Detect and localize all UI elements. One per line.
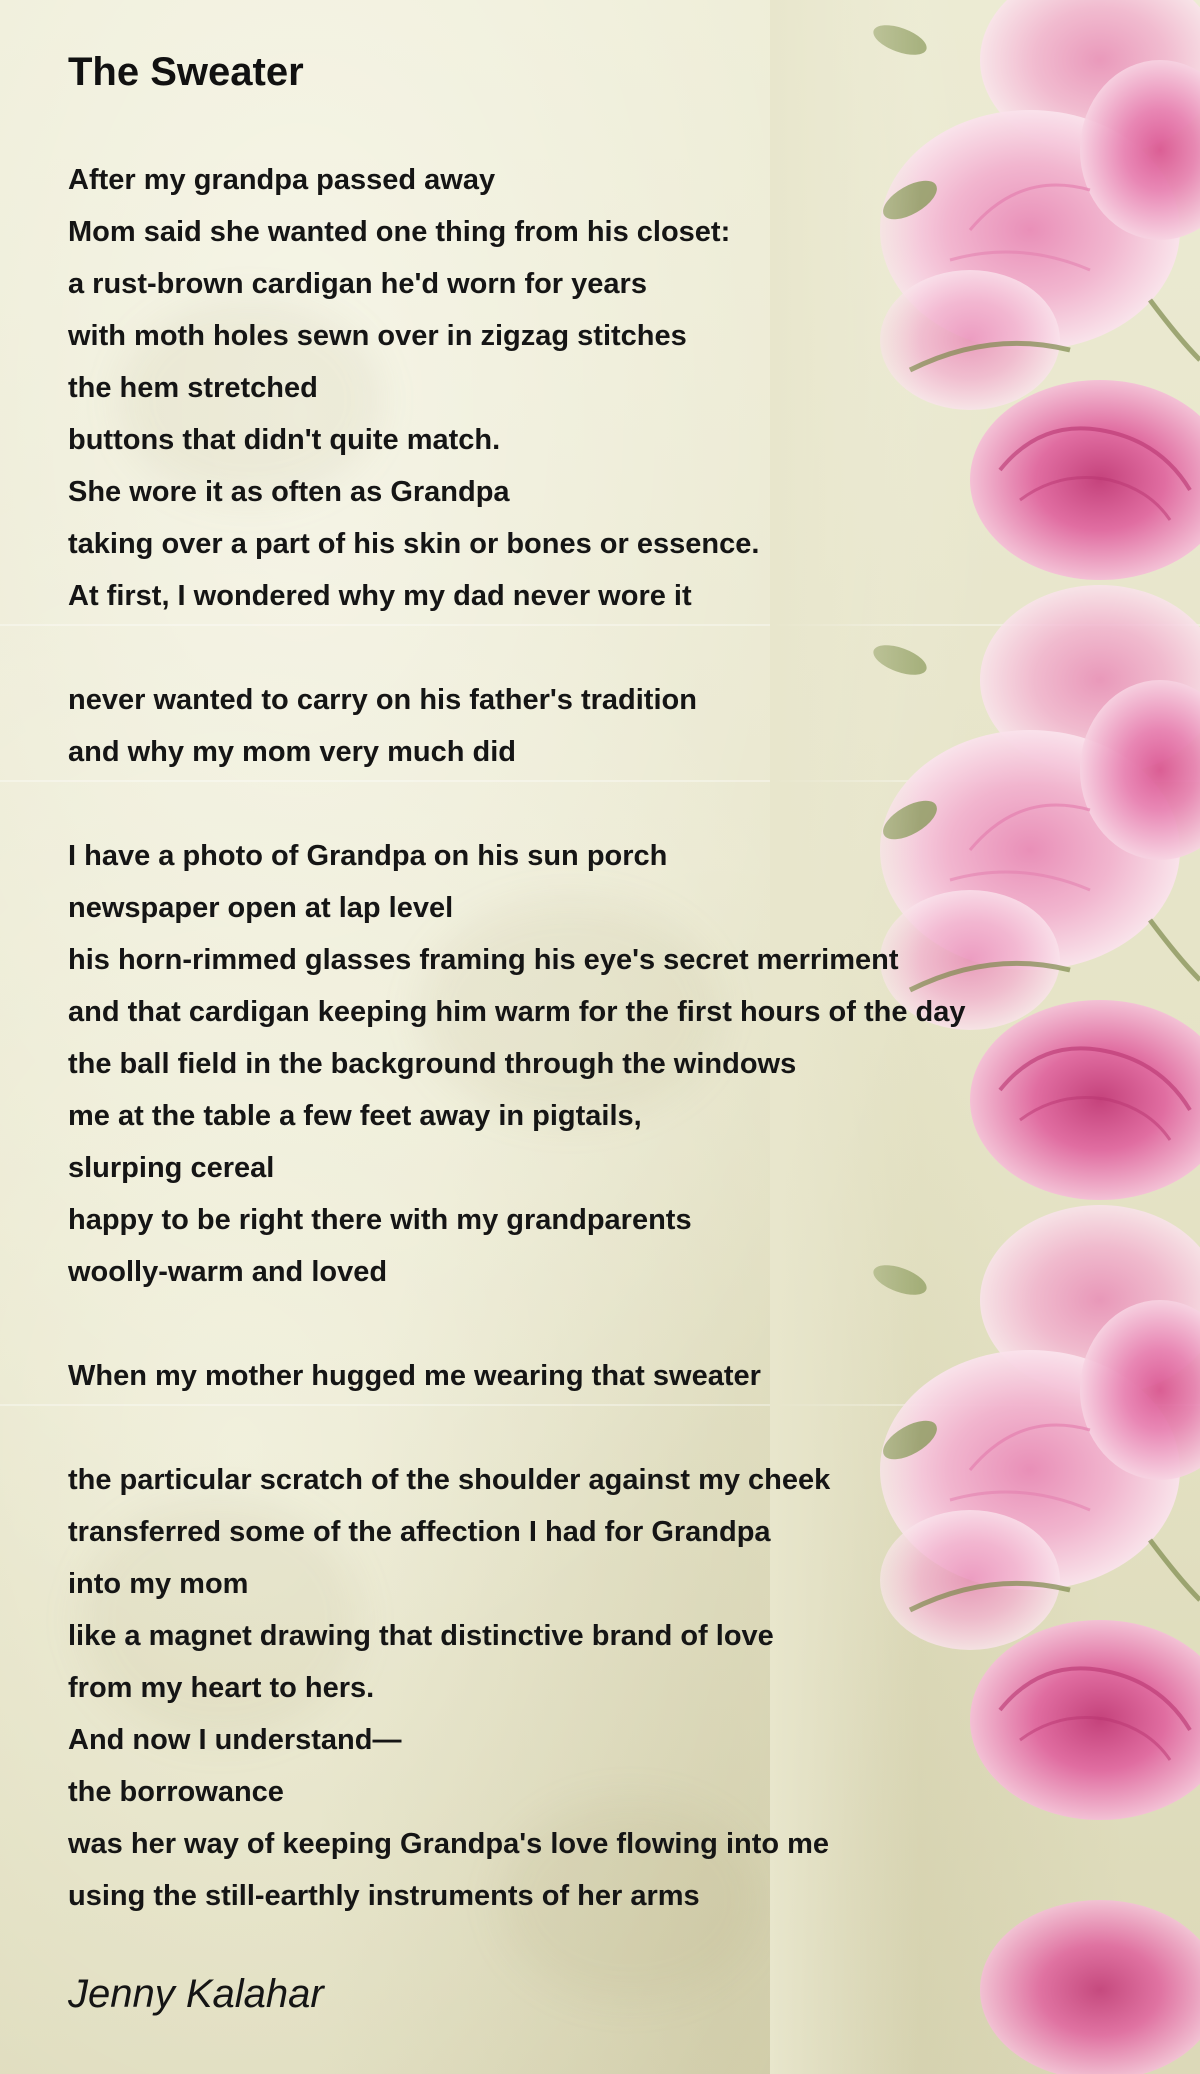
poem-line: At first, I wondered why my dad never wore it [68,580,692,612]
poem-line: buttons that didn't quite match. [68,424,501,456]
stanza [68,1350,1148,1402]
poem-title: The Sweater [68,50,304,94]
poem-line: like a magnet drawing that distinctive brand of love [68,1620,774,1652]
stanza [68,674,1148,778]
poem-line: and why my mom very much did [68,736,516,768]
poem-line: woolly-warm and loved [68,1256,388,1288]
poem-line: was her way of keeping Grandpa's love flowing into me [68,1828,830,1860]
poem-line: never wanted to carry on his father's tradition [68,684,697,716]
poem-line: the ball field in the background through the windows [68,1048,797,1080]
stanza [68,830,1148,1298]
poem-line: his horn-rimmed glasses framing his eye's secret merriment [68,944,899,976]
poem-line: slurping cereal [68,1152,275,1184]
poem-line: taking over a part of his skin or bones or essence. [68,528,760,560]
poem-line: from my heart to hers. [68,1672,375,1704]
poem-line: I have a photo of Grandpa on his sun porch [68,840,668,872]
poem-line: with moth holes sewn over in zigzag stitches [68,320,687,352]
poem-line: into my mom [68,1568,249,1600]
poem-body [68,154,1148,1922]
poem-line: the particular scratch of the shoulder against my cheek [68,1464,831,1496]
poem-line: newspaper open at lap level [68,892,454,924]
poem-line: Mom said she wanted one thing from his closet: [68,216,731,248]
stanza [68,1454,1148,1922]
poem-line: and that cardigan keeping him warm for the first hours of the day [68,996,966,1028]
stanza-break [68,622,1148,674]
poem-line: the borrowance [68,1776,284,1808]
stanza-break [68,778,1148,830]
poem-line: me at the table a few feet away in pigtails, [68,1100,642,1132]
stanza [68,154,1148,622]
poem-line: happy to be right there with my grandparents [68,1204,692,1236]
stanza-break [68,1298,1148,1350]
poem-line: a rust-brown cardigan he'd worn for years [68,268,647,300]
poem-line: She wore it as often as Grandpa [68,476,510,508]
poem-line: When my mother hugged me wearing that sweater [68,1360,761,1392]
poem-line: transferred some of the affection I had for Grandpa [68,1516,771,1548]
poem-author: Jenny Kalahar [68,1972,324,2016]
poem-line: the hem stretched [68,372,318,404]
poem-line: And now I understand— [68,1724,402,1756]
stanza-break [68,1402,1148,1454]
poem-line: using the still-earthly instruments of her arms [68,1880,700,1912]
poem-line: After my grandpa passed away [68,164,496,196]
